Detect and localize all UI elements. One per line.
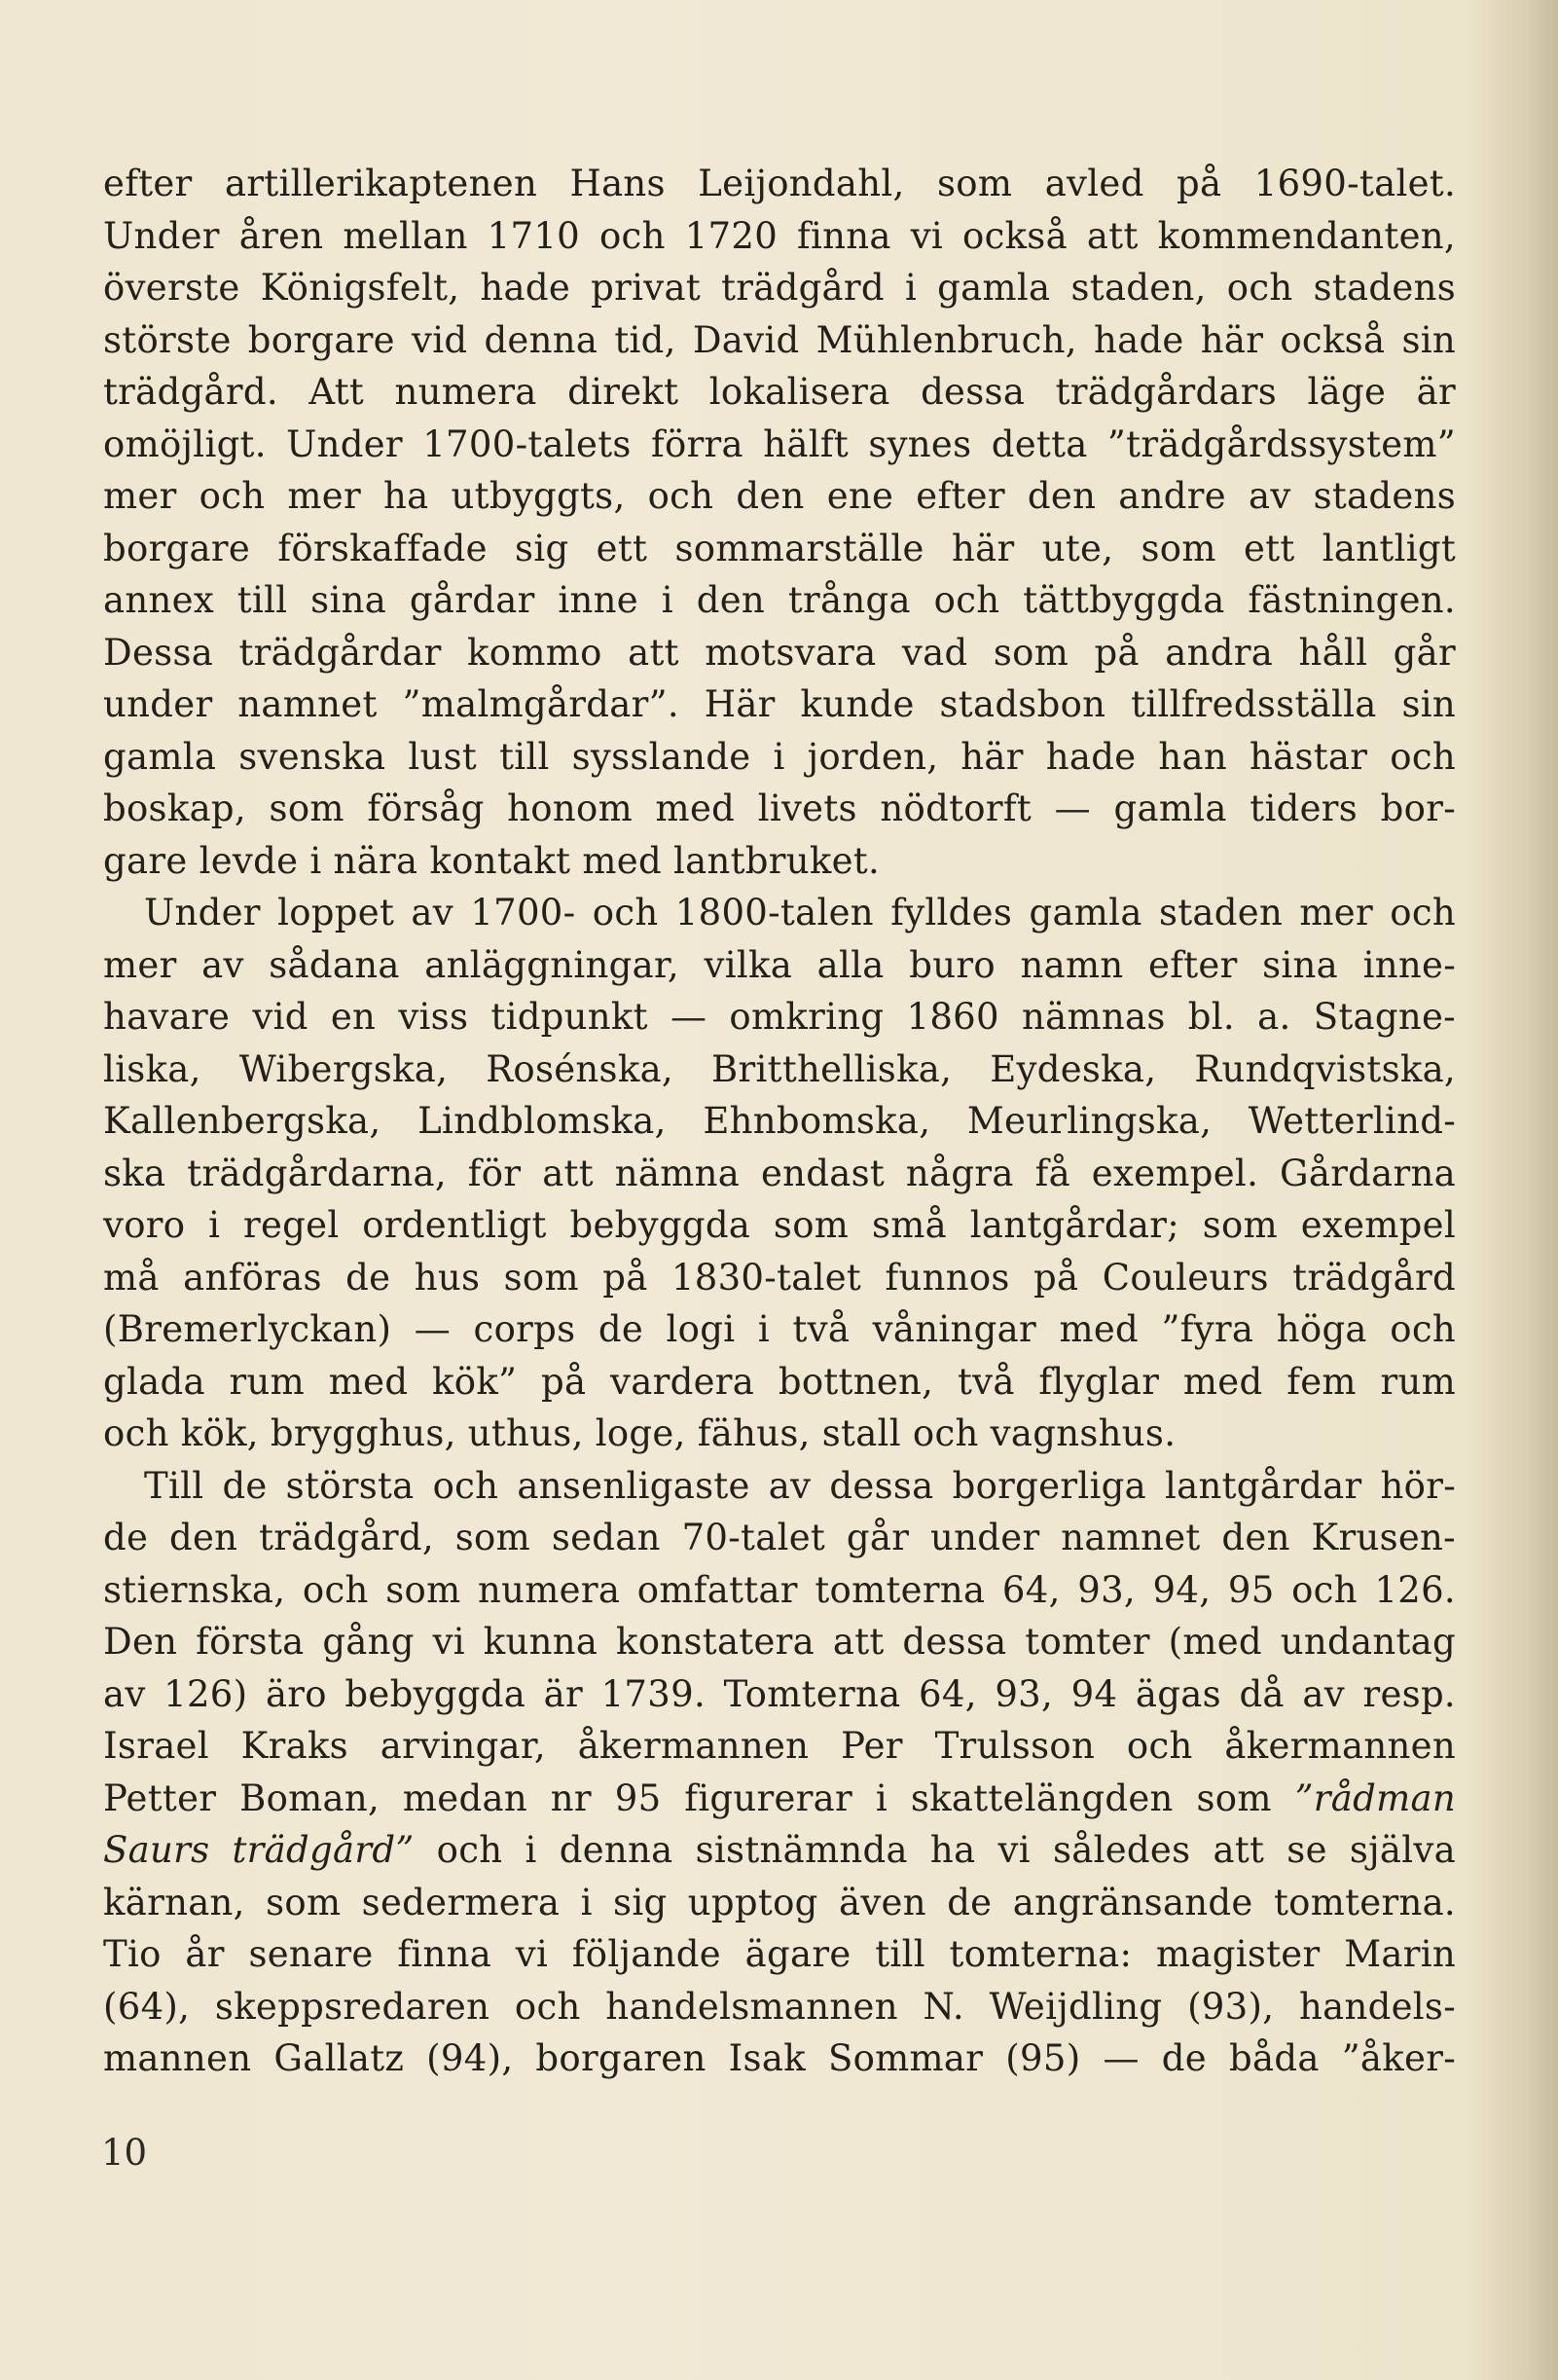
text-line: Till de största och ansenligaste av dessa borgerliga lantgårdar hör-	[144, 1464, 1456, 1507]
text-line: kärnan, som sedermera i sig upptog även de angränsande tomterna.	[103, 1881, 1456, 1923]
text-line: borgare förskaffade sig ett sommarställe här ute, som ett lantligt	[103, 527, 1456, 569]
text-line: (64), skeppsredaren och handelsmannen N. Weijdling (93), handels-	[103, 1985, 1456, 2028]
text-line: Dessa trädgårdar kommo att motsvara vad som på andra håll går	[103, 631, 1456, 674]
text-line: må anföras de hus som på 1830-talet funnos på Couleurs trädgård	[103, 1256, 1456, 1299]
text-line: voro i regel ordentligt bebyggda som små lantgårdar; som exempel	[103, 1204, 1456, 1246]
italic-text: ”rådman	[1294, 1776, 1457, 1819]
text-line: stiernska, och som numera omfattar tomterna 64, 93, 94, 95 och 126.	[103, 1568, 1456, 1611]
text-line: annex till sina gårdar inne i den trånga och tättbyggda fästningen.	[103, 579, 1456, 621]
text-line: havare vid en viss tidpunkt — omkring 1860 nämnas bl. a. Stagne-	[103, 996, 1456, 1038]
text-line: mer av sådana anläggningar, vilka alla buro namn efter sina inne-	[103, 943, 1456, 986]
text-line: trädgård. Att numera direkt lokalisera dessa trädgårdars läge är	[103, 371, 1456, 413]
text-line: och kök, brygghus, uthus, loge, fähus, stall och vagnshus.	[103, 1412, 1177, 1454]
text-line: störste borgare vid denna tid, David Mühlenbruch, hade här också sin	[103, 318, 1456, 361]
text-line: omöjligt. Under 1700-talets förra hälft synes detta ”trädgårdssystem”	[103, 422, 1456, 465]
text-line	[103, 1824, 1456, 1877]
text-line: Under åren mellan 1710 och 1720 finna vi också att kommendanten,	[103, 214, 1456, 257]
text-line: efter artillerikaptenen Hans Leijondahl, som avled på 1690-talet.	[103, 163, 1456, 204]
text-line: av 126) äro bebyggda är 1739. Tomterna 64, 93, 94 ägas då av resp.	[103, 1672, 1456, 1715]
text-line: (Bremerlyckan) — corps de logi i två våningar med ”fyra höga och	[103, 1308, 1456, 1350]
text-segment: Petter Boman, medan nr 95 figurerar i skattelängden som	[103, 1776, 1272, 1819]
text-line: Under loppet av 1700- och 1800-talen fylldes gamla staden mer och	[144, 892, 1456, 934]
text-line	[103, 1773, 1456, 1825]
text-segment: och i denna sistnämnda ha vi således att se själva	[436, 1829, 1456, 1871]
body-text	[103, 158, 1456, 2085]
page-number: 10	[101, 2132, 148, 2174]
text-line: Kallenbergska, Lindblomska, Ehnbomska, Meurlingska, Wetterlind-	[103, 1100, 1456, 1142]
text-line: under namnet ”malmgårdar”. Här kunde stadsbon tillfredsställa sin	[103, 683, 1456, 725]
text-line: de den trädgård, som sedan 70-talet går under namnet den Krusen-	[103, 1517, 1456, 1558]
text-line: mer och mer ha utbyggts, och den ene efter den andre av stadens	[103, 475, 1456, 517]
text-line: boskap, som försåg honom med livets nödtorft — gamla tiders bor-	[103, 787, 1456, 829]
text-line: överste Königsfelt, hade privat trädgård i gamla staden, och stadens	[103, 267, 1456, 309]
text-line: glada rum med kök” på vardera bottnen, två flyglar med fem rum	[103, 1360, 1456, 1403]
text-line: gare levde i nära kontakt med lantbruket.	[103, 839, 881, 882]
text-line: gamla svenska lust till sysslande i jorden, här hade han hästar och	[103, 735, 1456, 778]
text-line: Israel Kraks arvingar, åkermannen Per Trulsson och åkermannen	[103, 1725, 1456, 1767]
text-line: liska, Wibergska, Rosénska, Britthelliska, Eydeska, Rundqvistska,	[103, 1047, 1456, 1090]
italic-text: Saurs trädgård”	[103, 1829, 415, 1871]
text-line: Tio år senare finna vi följande ägare till tomterna: magister Marin	[103, 1933, 1456, 1975]
text-line: Den första gång vi kunna konstatera att dessa tomter (med undantag	[103, 1621, 1456, 1663]
text-line: mannen Gallatz (94), borgaren Isak Sommar (95) — de båda ”åker-	[103, 2037, 1456, 2079]
text-line: ska trädgårdarna, för att nämna endast några få exempel. Gårdarna	[103, 1152, 1456, 1194]
